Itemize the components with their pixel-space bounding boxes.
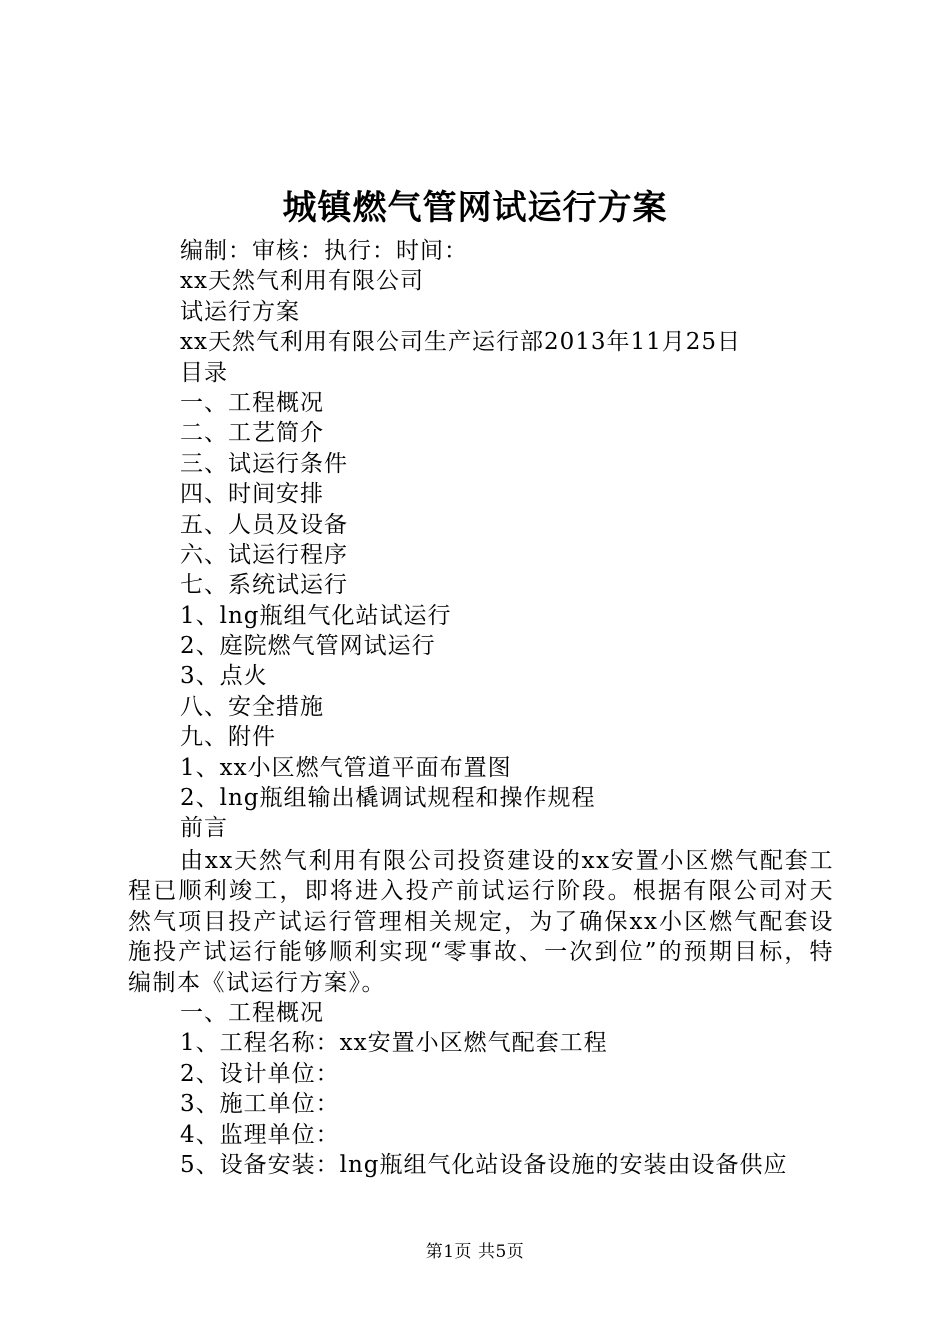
- toc-item: 六、试运行程序: [180, 541, 348, 568]
- text-line: 编制：审核：执行：时间：: [180, 238, 468, 264]
- text-line: xx天然气利用有限公司: [180, 268, 424, 295]
- text-line: 试运行方案: [180, 298, 300, 325]
- toc-item: 三、试运行条件: [180, 450, 348, 477]
- preface-paragraph: 由xx天然气利用有限公司投资建设的xx安置小区燃气配套工程已顺利竣工，即将进入投产前试运行阶段。根据有限公司对天然气项目投产试运行管理相关规定，为了确保xx小区燃气配套设施投产试运行能够顺利实现“零事故、一次到位”的预期目标，特编制本《试运行方案》。: [128, 848, 834, 996]
- text-line: 5、设备安装：lng瓶组气化站设备设施的安装由设备供应: [180, 1151, 788, 1178]
- document-body-top: [180, 236, 840, 844]
- text-line: 4、监理单位：: [180, 1121, 340, 1148]
- toc-item: 2、庭院燃气管网试运行: [180, 633, 436, 660]
- document-body-bottom: [180, 998, 850, 1180]
- text-line: xx天然气利用有限公司生产运行部2013年11月25日: [180, 329, 742, 356]
- toc-item: 四、时间安排: [180, 481, 324, 508]
- toc-item: 八、安全措施: [180, 693, 324, 720]
- toc-heading: 目录: [180, 359, 228, 386]
- document-title: 城镇燃气管网试运行方案: [282, 188, 668, 228]
- section-heading: 前言: [180, 815, 228, 842]
- text-line: 3、施工单位：: [180, 1091, 340, 1118]
- toc-item: 2、lng瓶组输出橇调试规程和操作规程: [180, 785, 596, 812]
- toc-item: 3、点火: [180, 663, 268, 690]
- toc-item: 1、xx小区燃气管道平面布置图: [180, 754, 512, 781]
- page-footer: 第1页 共5页: [425, 1242, 525, 1262]
- toc-item: 一、工程概况: [180, 389, 324, 416]
- toc-item: 五、人员及设备: [180, 511, 348, 538]
- toc-item: 七、系统试运行: [180, 572, 348, 599]
- toc-item: 1、lng瓶组气化站试运行: [180, 602, 452, 629]
- text-line: 2、设计单位：: [180, 1060, 340, 1087]
- section-heading: 一、工程概况: [180, 1000, 324, 1026]
- toc-item: 二、工艺简介: [180, 420, 324, 447]
- toc-item: 九、附件: [180, 724, 276, 751]
- text-line: 1、工程名称：xx安置小区燃气配套工程: [180, 1030, 608, 1057]
